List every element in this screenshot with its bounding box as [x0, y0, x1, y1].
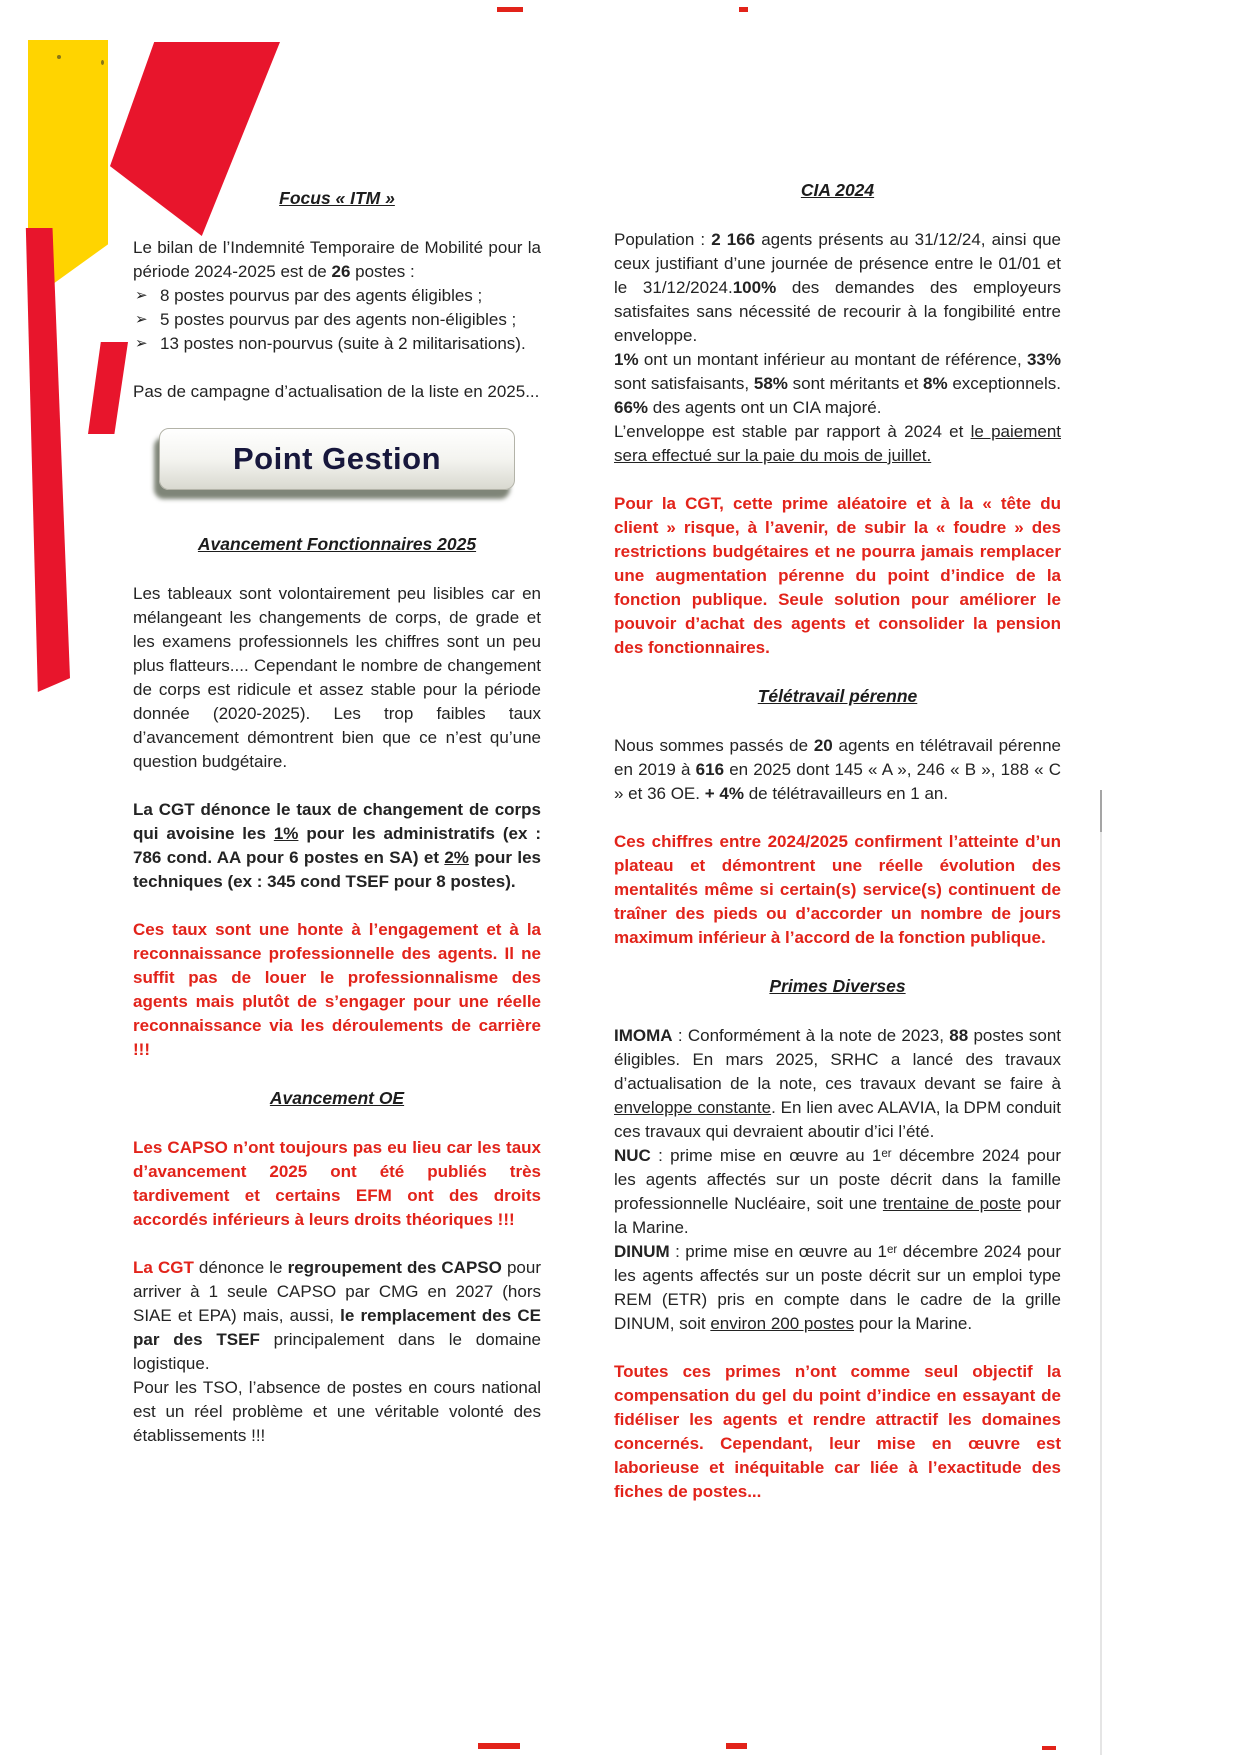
bold-run: regroupement des CAPSO	[287, 1258, 502, 1277]
right-column	[614, 178, 1061, 1528]
text-run: pour les techniques (ex : 345 cond TSEF pour 8 postes).	[133, 848, 541, 891]
bold-number: + 4%	[704, 784, 744, 803]
bold-number: 2 166	[711, 230, 756, 249]
heading-teletravail: Télétravail pérenne	[757, 686, 918, 706]
text-run: : Conformément à la note de 2023,	[672, 1026, 950, 1045]
scan-fold-line-dark	[1100, 790, 1102, 832]
bold-number: 33%	[1026, 350, 1061, 369]
heading-avancement-oe: Avancement OE	[269, 1088, 405, 1108]
text-run: Nous sommes passés de	[614, 736, 814, 755]
underlined-run: enveloppe constante	[614, 1098, 772, 1117]
left-column	[133, 186, 541, 1472]
scan-speck-2	[101, 60, 104, 65]
scan-red-mark-top-2	[739, 7, 748, 12]
text-run: L’enveloppe est stable par rapport à 2024 et	[614, 422, 971, 441]
paragraph-toutes-primes: Toutes ces primes n’ont comme seul objectif la compensation du gel du point d’indice en essayant de fidéliser les agents et rendre attractif les domaines concernés. Cependant, leur mise en œuvre est laborieuse et inéquitable car liée à l’exactitude des fiches de postes...	[614, 1362, 1061, 1501]
text-run: pour arriver à 1 seule CAPSO par CMG en 2027 (hors SIAE et EPA) mais, aussi,	[133, 1258, 541, 1325]
paragraph-campagne: Pas de campagne d’actualisation de la liste en 2025...	[133, 382, 540, 401]
paragraph-honte: Ces taux sont une honte à l’engagement et à la reconnaissance professionnelle des agents. Il ne suffit pas de louer le professionnalisme des agents mais plutôt de s’engager pour une réelle reconnaissance via les déroulements de carrière !!!	[133, 920, 541, 1059]
bold-number: 1%	[614, 350, 639, 369]
underlined-run: le paiement sera effectué sur la paie du mois de juillet.	[614, 422, 1061, 465]
list-item-text: 13 postes non-pourvus (suite à 2 militarisations).	[160, 334, 526, 353]
heading-avancement-fonctionnaires: Avancement Fonctionnaires 2025	[197, 534, 477, 554]
paragraph-nuc	[614, 1144, 1061, 1240]
text-run: agents en télétravail pérenne en 2019 à	[614, 736, 1061, 779]
text-run: des agents ont un CIA majoré.	[648, 398, 882, 417]
text-run: sont méritants et	[787, 374, 924, 393]
paragraph-cgt-denonce	[133, 1256, 541, 1376]
text-run: ont un montant inférieur au montant de référence,	[638, 350, 1027, 369]
paragraph-capso: Les CAPSO n’ont toujours pas eu lieu car les taux d’avancement 2025 ont été publiés très tardivement et certains EFM ont des droits accordés inférieurs à leurs droits théoriques !!!	[133, 1138, 541, 1229]
bold-run: le remplacement des CE par des TSEF	[133, 1306, 541, 1349]
arrow-bullet-icon: ➢	[135, 335, 148, 352]
text-run: dénonce le	[193, 1258, 288, 1277]
bold-number: 100%	[732, 278, 777, 297]
paragraph-cgt-taux	[133, 798, 541, 894]
paragraph-population	[614, 228, 1061, 348]
text-run: principalement dans le domaine logistique.	[133, 1330, 541, 1373]
flag-red-fragment	[88, 342, 128, 434]
text-run: La CGT dénonce le taux de changement de corps qui avoisine les	[133, 800, 541, 843]
paragraph-imoma	[614, 1024, 1061, 1144]
paragraph-enveloppe	[614, 420, 1061, 468]
paragraph-tso: Pour les TSO, l’absence de postes en cours national est un réel problème et une véritable volonté des établissements !!!	[133, 1378, 541, 1445]
text-run: postes :	[350, 262, 415, 281]
text-run: postes sont éligibles. En mars 2025, SRHC a lancé des travaux d’actualisation de la note, ces travaux devant se faire à	[614, 1026, 1061, 1093]
text-run: sont satisfaisants,	[614, 374, 754, 393]
heading-cia-2024: CIA 2024	[800, 180, 875, 200]
text-run: . En lien avec ALAVIA, la DPM conduit ces travaux qui devraient aboutir d’ici l’été.	[614, 1098, 1061, 1141]
paragraph-dinum	[614, 1240, 1061, 1336]
bold-term: NUC	[614, 1146, 651, 1165]
scan-red-mark-bottom-2	[726, 1743, 747, 1749]
text-run: de télétravailleurs en 1 an.	[743, 784, 949, 803]
point-gestion-banner: Point Gestion	[159, 428, 515, 490]
bold-term: IMOMA	[614, 1026, 673, 1045]
heading-focus-itm: Focus « ITM »	[279, 188, 395, 208]
arrow-bullet-icon: ➢	[135, 311, 148, 328]
text-run: pour la Marine.	[614, 1194, 1061, 1237]
paragraph-tableaux: Les tableaux sont volontairement peu lisibles car en mélangeant les changements de corps, de grade et les examens professionnels les chiffres sont un peu plus flatteurs.... Cependant le nombre de changement de corps est ridicule et assez stable pour la période donnée (2020-2025). Les trop faibles taux d’avancement démontrent bien que ce n’est qu’une question budgétaire.	[133, 584, 541, 771]
bold-number: 26	[331, 262, 351, 281]
text-run: Le bilan de l’Indemnité Temporaire de Mobilité pour la période 2024-2025 est de	[133, 238, 541, 281]
text-run: en 2025 dont 145 « A », 246 « B », 188 « C » et 36 OE.	[614, 760, 1061, 803]
list-item-text: 8 postes pourvus par des agents éligibles ;	[160, 286, 483, 305]
bold-number: 58%	[753, 374, 788, 393]
text-run: exceptionnels.	[947, 374, 1062, 393]
list-item	[133, 284, 541, 308]
itm-bullet-list	[133, 284, 541, 356]
scan-speck-1	[57, 55, 61, 59]
scan-red-mark-bottom-3	[1042, 1746, 1056, 1750]
text-run: : prime mise en œuvre au 1ᵉʳ décembre 2024 pour les agents affectés sur un poste décrit dans la famille professionnelle Nucléaire, soit une	[614, 1146, 1061, 1213]
text-run: Population :	[614, 230, 712, 249]
paragraph-teletravail	[614, 734, 1061, 806]
scan-fold-line	[1100, 790, 1102, 1755]
flag-red-tail	[24, 228, 70, 692]
bold-term: DINUM	[614, 1242, 670, 1261]
underlined-run: trentaine de poste	[882, 1194, 1022, 1213]
paragraph-pour-la-cgt: Pour la CGT, cette prime aléatoire et à la « tête du client » risque, à l’avenir, de subir la « foudre » des restrictions budgétaires et ne pourra jamais remplacer une augmentation pérenne du point d’indice de la fonction publique. Seule solution pour améliorer le pouvoir d’achat des agents et consolider la pension des fonctionnaires.	[614, 494, 1061, 657]
underlined-value: 2%	[444, 848, 469, 867]
text-run: : prime mise en œuvre au 1ᵉʳ décembre 2024 pour les agents affectés sur un poste décrit sur un emploi type REM (ETR) pris en compte dans le cadre de la grille DINUM, soit	[614, 1242, 1061, 1333]
paragraph-chiffres: Ces chiffres entre 2024/2025 confirment l’atteinte d’un plateau et démontrent une réelle évolution des mentalités même si certain(s) service(s) continuent de traîner des pieds ou d’accorder un nombre de jours maximum inférieur à l’accord de la fonction publique.	[614, 832, 1061, 947]
text-run: agents présents au 31/12/24, ainsi que ceux justifiant d’une journée de présence entre le 01/01 et le 31/12/2024.	[614, 230, 1062, 297]
list-item-text: 5 postes pourvus par des agents non-éligibles ;	[160, 310, 517, 329]
heading-primes-diverses: Primes Diverses	[769, 976, 906, 996]
arrow-bullet-icon: ➢	[135, 287, 148, 304]
bold-number: 8%	[923, 374, 948, 393]
paragraph-pourcentages	[614, 348, 1061, 420]
text-run: pour la Marine.	[854, 1314, 973, 1333]
bold-number: 20	[813, 736, 833, 755]
red-emphasis: La CGT	[133, 1258, 194, 1277]
scan-red-mark-bottom-1	[478, 1743, 520, 1749]
underlined-value: 1%	[273, 824, 299, 843]
underlined-run: environ 200 postes	[710, 1314, 854, 1333]
list-item	[133, 308, 541, 332]
text-run: des demandes des employeurs satisfaites sans nécessité de recourir à la fongibilité entre enveloppe.	[614, 278, 1061, 345]
bold-number: 66%	[614, 398, 649, 417]
scan-red-mark-top-1	[497, 7, 523, 12]
bold-number: 88	[949, 1026, 969, 1045]
paragraph-itm-bilan	[133, 236, 541, 284]
bold-number: 616	[695, 760, 725, 779]
list-item	[133, 332, 541, 356]
text-run: pour les administratifs (ex : 786 cond. AA pour 6 postes en SA) et	[133, 824, 541, 867]
